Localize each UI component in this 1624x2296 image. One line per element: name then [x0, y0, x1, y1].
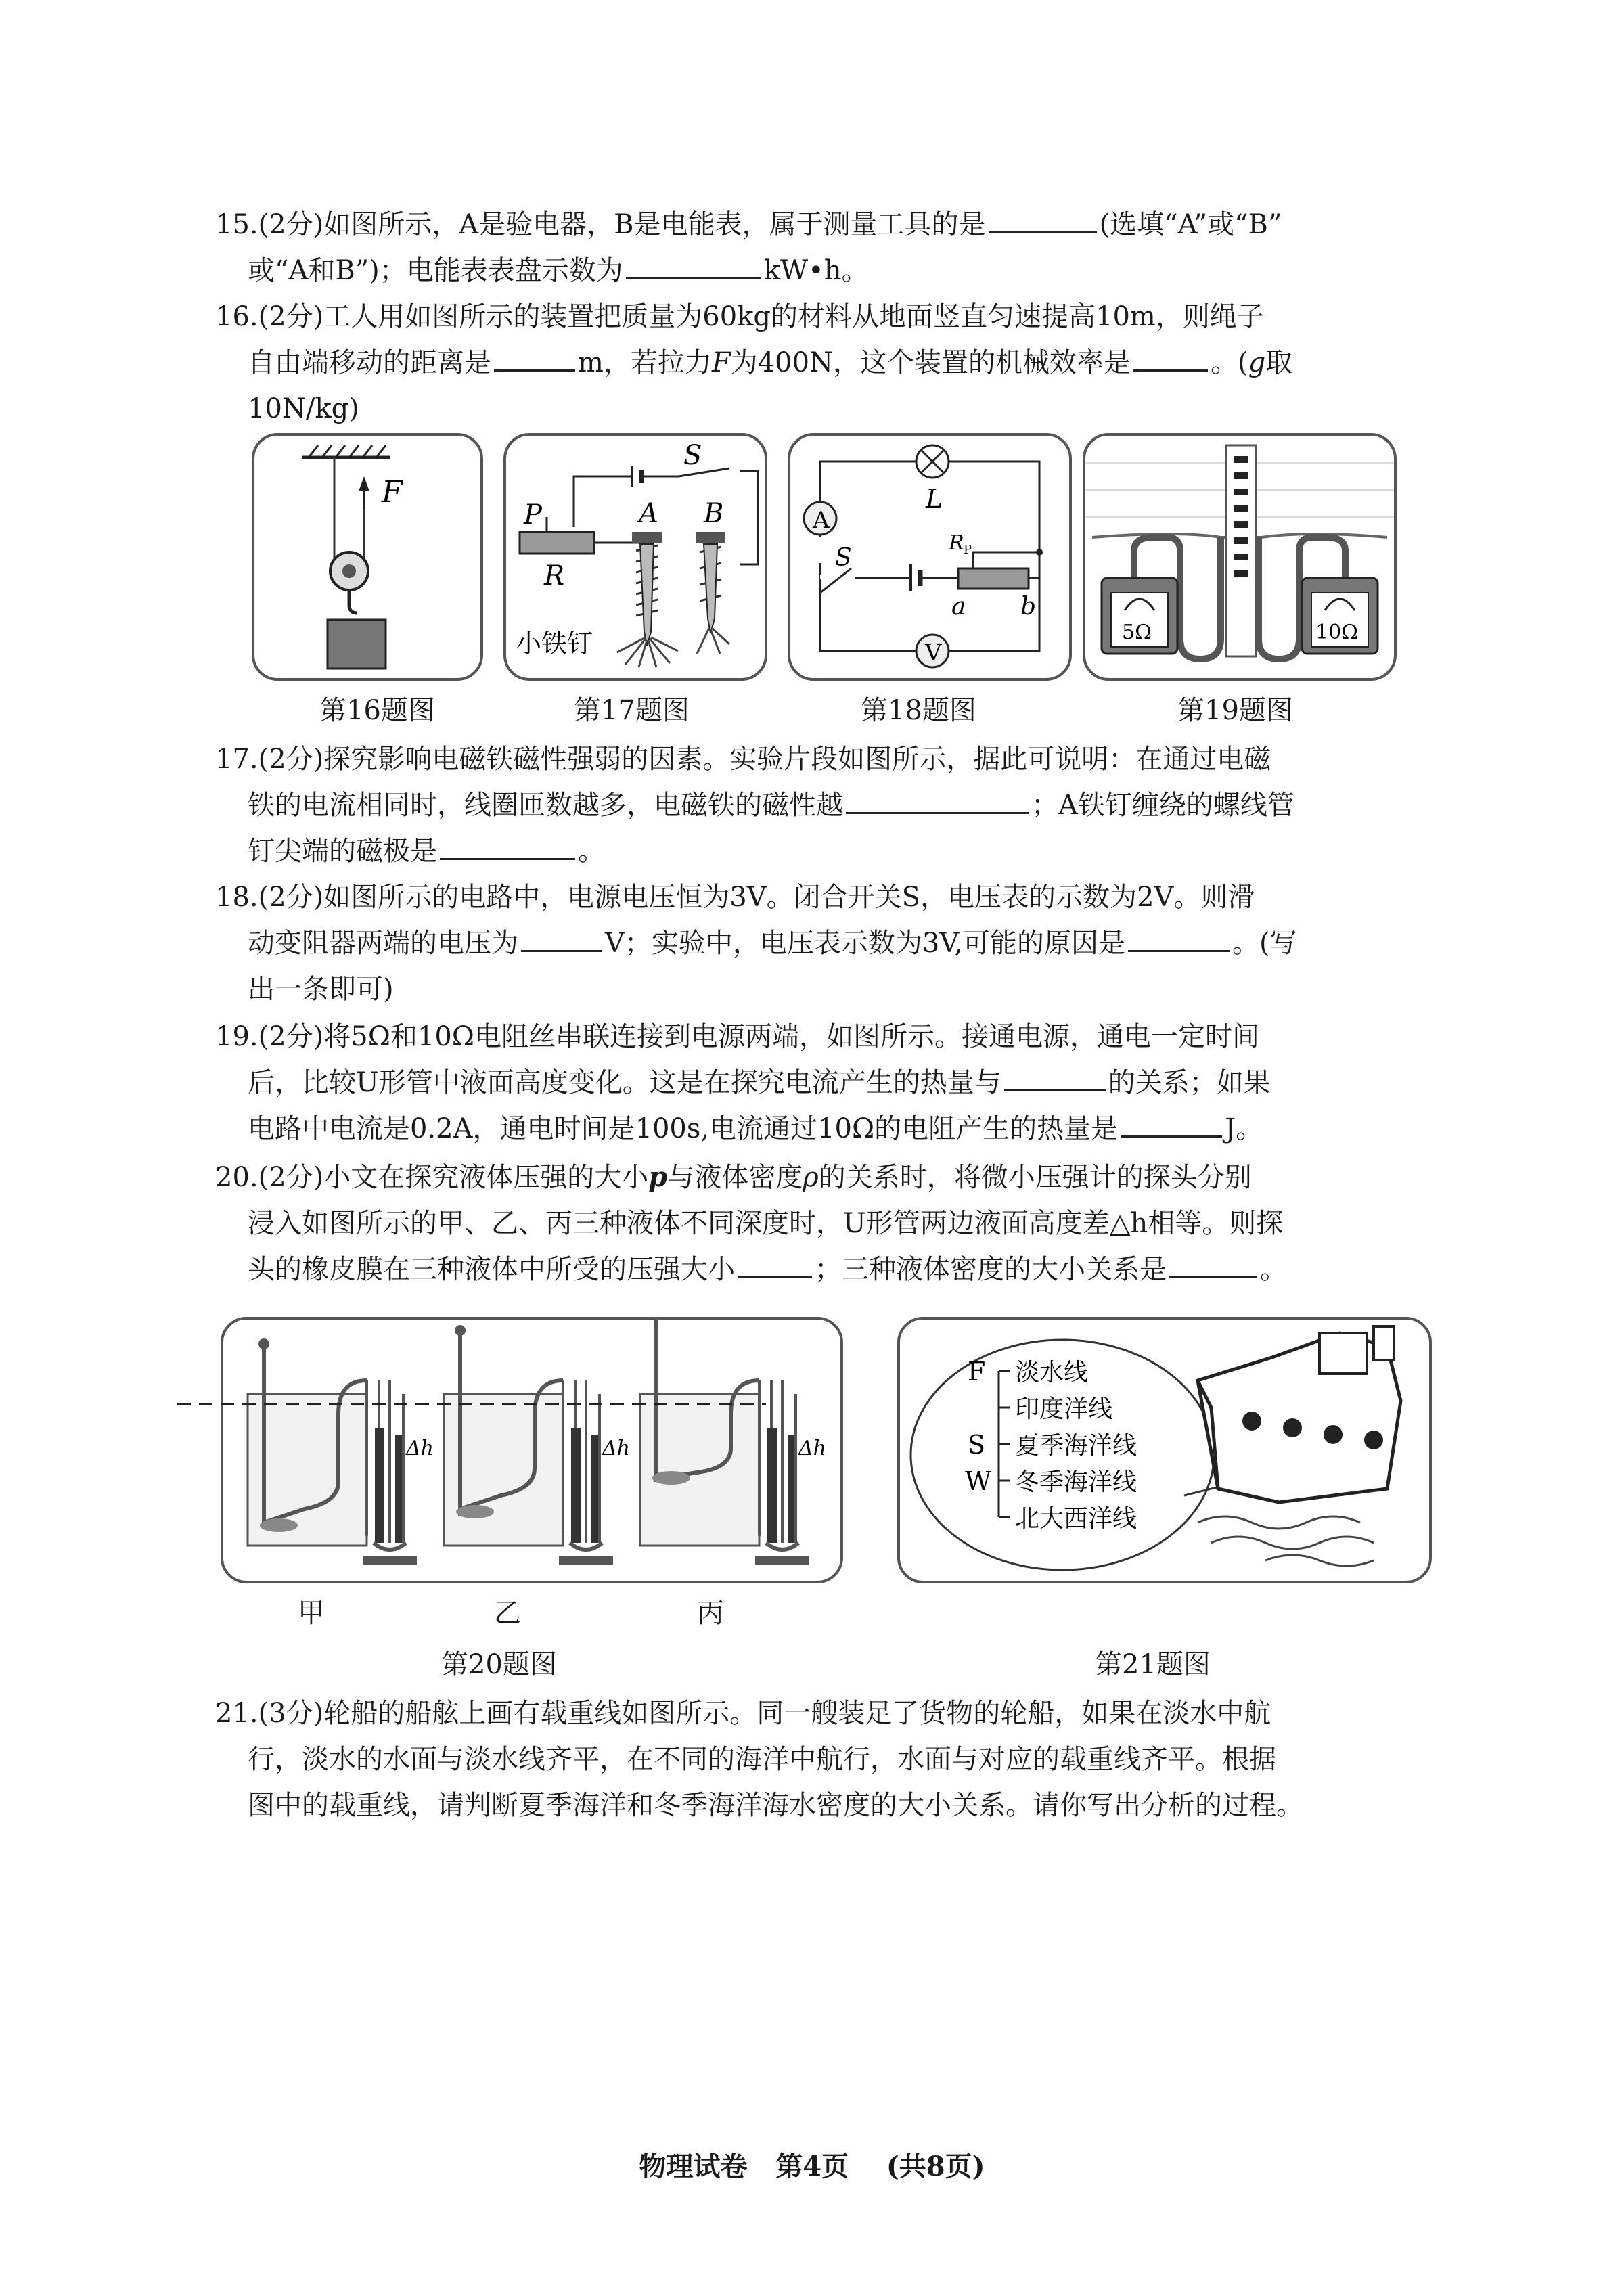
q18-text-2a: 动变阻器两端的电压为: [248, 928, 518, 959]
delta-h-label-1: Δh: [406, 1437, 434, 1460]
q16-blank-2[interactable]: [1133, 346, 1208, 372]
q18-blank-1[interactable]: [521, 927, 602, 952]
slider-p-label: P: [524, 499, 542, 531]
q18-text-2c: 。(写: [1232, 928, 1297, 959]
q19-text-3b: J。: [1225, 1113, 1263, 1144]
beaker-yi: [444, 1325, 630, 1565]
figure-16-caption: 第16题图: [319, 695, 435, 726]
pulley-diagram: [254, 436, 480, 678]
q16-text-2e: 取: [1265, 347, 1293, 378]
q16-text-2b: m，若拉力: [578, 347, 712, 378]
q20-text-1c: 的关系时，将微小压强计的探头分别: [818, 1162, 1252, 1193]
figure-21-panel: [897, 1317, 1432, 1583]
q18-blank-2[interactable]: [1128, 927, 1230, 952]
q18-text-3: 出一条即可): [248, 974, 394, 1005]
q15-text-1a: 15.(2分)如图所示，A是验电器，B是电能表，属于测量工具的是: [215, 209, 986, 240]
footer-page: 第4页: [775, 2151, 849, 2182]
q20-text-3c: 。: [1260, 1254, 1287, 1285]
q19-text-3a: 电路中电流是0.2A，通电时间是100s,电流通过10Ω的电阻产生的热量是: [248, 1113, 1119, 1144]
delta-h-label-3: Δh: [798, 1437, 826, 1460]
resistor-10-label: 10Ω: [1315, 621, 1359, 644]
q15-blank-2[interactable]: [626, 254, 761, 279]
ship-load-line-diagram: [900, 1320, 1429, 1581]
q19-blank-2[interactable]: [1121, 1112, 1222, 1138]
question-16: [215, 294, 1433, 432]
q16-text-1: 16.(2分)工人用如图所示的装置把质量为60kg的材料从地面竖直匀速提高10m，则绳子: [215, 301, 1264, 332]
circuit-diagram: [790, 436, 1069, 678]
page-footer: [0, 2145, 1624, 2184]
rheostat-label: R: [949, 531, 964, 555]
q18-text-2b: V；实验中，电压表示数为3V,可能的原因是: [605, 928, 1125, 959]
figure-19-panel: [1083, 433, 1397, 681]
figure-16-panel: [252, 433, 483, 681]
question-15: [215, 202, 1433, 294]
figure-17-panel: [503, 433, 767, 681]
figure-20-caption: 第20题图: [441, 1649, 557, 1680]
q17-blank-1[interactable]: [846, 789, 1029, 814]
q16-g-symbol: g: [1248, 347, 1266, 378]
q16-blank-1[interactable]: [494, 346, 575, 372]
ammeter-label: A: [813, 507, 830, 534]
joule-heat-diagram: [1085, 436, 1394, 678]
iron-nails-label: 小铁钉: [516, 629, 593, 658]
q20-text-1b: 与液体密度: [667, 1162, 803, 1193]
label-jia: 甲: [298, 1598, 325, 1629]
q19-text-2a: 后，比较U形管中液面高度变化。这是在探究电流产生的热量与: [248, 1067, 1001, 1098]
q20-text-2: 浸入如图所示的甲、乙、丙三种液体不同深度时，U形管两边液面高度差△h相等。则探: [248, 1208, 1284, 1239]
label-bing: 丙: [697, 1598, 724, 1629]
q16-text-3: 10N/kg): [248, 393, 359, 424]
q18-text-1: 18.(2分)如图所示的电路中，电源电压恒为3V。闭合开关S，电压表的示数为2V。则滑: [215, 882, 1255, 913]
q15-text-2b: kW•h。: [763, 255, 869, 286]
q20-text-3b: ；三种液体密度的大小关系是: [815, 1254, 1167, 1285]
q19-text-1: 19.(2分)将5Ω和10Ω电阻丝串联连接到电源两端，如图所示。接通电源，通电一定时间: [215, 1021, 1259, 1052]
load-line-summer: 夏季海洋线: [1015, 1432, 1137, 1460]
load-line-winter: 冬季海洋线: [1015, 1468, 1137, 1496]
q17-text-2b: ；A铁钉缠绕的螺线管: [1031, 790, 1294, 821]
q17-text-2a: 铁的电流相同时，线圈匝数越多，电磁铁的磁性越: [248, 790, 843, 821]
load-line-indian: 印度洋线: [1015, 1395, 1113, 1423]
question-17: [215, 736, 1433, 874]
q20-text-1a: 20.(2分)小文在探究液体压强的大小: [215, 1162, 649, 1193]
q21-text-3: 图中的载重线，请判断夏季海洋和冬季海洋海水密度的大小关系。请你写出分析的过程。: [248, 1790, 1303, 1821]
q17-blank-2[interactable]: [440, 835, 575, 860]
terminal-a-label: a: [951, 593, 966, 621]
terminal-b-label: b: [1020, 593, 1037, 621]
voltmeter-label: V: [925, 639, 942, 667]
figure-18-panel: [788, 433, 1072, 681]
beaker-bing: [640, 1320, 826, 1565]
q20-text-3a: 头的橡皮膜在三种液体中所受的压强大小: [248, 1254, 735, 1285]
q16-text-2d: 。(: [1211, 347, 1248, 378]
q16-text-2a: 自由端移动的距离是: [248, 347, 491, 378]
nail-b-label: B: [704, 498, 724, 529]
question-19: [215, 1014, 1433, 1152]
rheostat-subscript: P: [964, 543, 972, 557]
figure-17-caption: 第17题图: [574, 695, 690, 726]
lamp-label: L: [926, 484, 943, 514]
question-18: [215, 874, 1433, 1012]
label-yi: 乙: [494, 1598, 521, 1629]
switch-s-label: S: [835, 544, 852, 572]
electromagnet-diagram: [506, 436, 765, 678]
q16-text-2c: 为400N，这个装置的机械效率是: [730, 347, 1131, 378]
figure-21-caption: 第21题图: [1095, 1649, 1211, 1680]
q20-p-symbol: p: [648, 1161, 668, 1193]
load-line-fresh: 淡水线: [1015, 1359, 1089, 1387]
resistor-r-label: R: [544, 560, 565, 591]
force-label: F: [382, 475, 403, 510]
letter-f: F: [968, 1357, 986, 1387]
letter-w: W: [965, 1466, 992, 1496]
pressure-gauge-diagram: [223, 1320, 840, 1581]
q20-blank-1[interactable]: [738, 1253, 812, 1278]
footer-subject: 物理试卷: [639, 2151, 748, 2182]
question-21: [215, 1690, 1433, 1828]
q20-rho-symbol: ρ: [803, 1162, 819, 1193]
delta-h-label-2: Δh: [602, 1437, 630, 1460]
beaker-jia: [248, 1338, 434, 1565]
q16-force-symbol: F: [711, 347, 731, 378]
footer-total: (共8页): [886, 2151, 985, 2182]
dashed-reference-line: [177, 1401, 766, 1408]
figure-20-panel: [221, 1317, 843, 1583]
q17-text-1: 17.(2分)探究影响电磁铁磁性强弱的因素。实验片段如图所示，据此可说明：在通过电磁: [215, 744, 1271, 775]
q15-text-2a: 或“A和B”)；电能表表盘示数为: [248, 255, 623, 286]
switch-label: S: [683, 440, 702, 471]
q21-text-1: 21.(3分)轮船的船舷上画有载重线如图所示。同一艘装足了货物的轮船，如果在淡水中航: [215, 1698, 1271, 1729]
load-line-north-atlantic: 北大西洋线: [1015, 1505, 1137, 1533]
resistor-5-label: 5Ω: [1122, 621, 1152, 644]
q19-text-2b: 的关系；如果: [1108, 1067, 1271, 1098]
q19-blank-1[interactable]: [1004, 1066, 1106, 1091]
q15-blank-1[interactable]: [989, 208, 1097, 233]
q17-text-3b: 。: [578, 836, 605, 867]
nail-a-label: A: [639, 498, 658, 529]
figure-19-caption: 第19题图: [1177, 695, 1293, 726]
q21-text-2: 行，淡水的水面与淡水线齐平，在不同的海洋中航行，水面与对应的载重线齐平。根据: [248, 1744, 1276, 1775]
q17-text-3a: 钉尖端的磁极是: [248, 836, 437, 867]
q15-text-1b: (选填“A”或“B”: [1099, 209, 1282, 240]
question-20: [215, 1154, 1433, 1292]
q20-blank-2[interactable]: [1169, 1253, 1257, 1278]
figure-18-caption: 第18题图: [861, 695, 976, 726]
letter-s: S: [968, 1430, 986, 1460]
